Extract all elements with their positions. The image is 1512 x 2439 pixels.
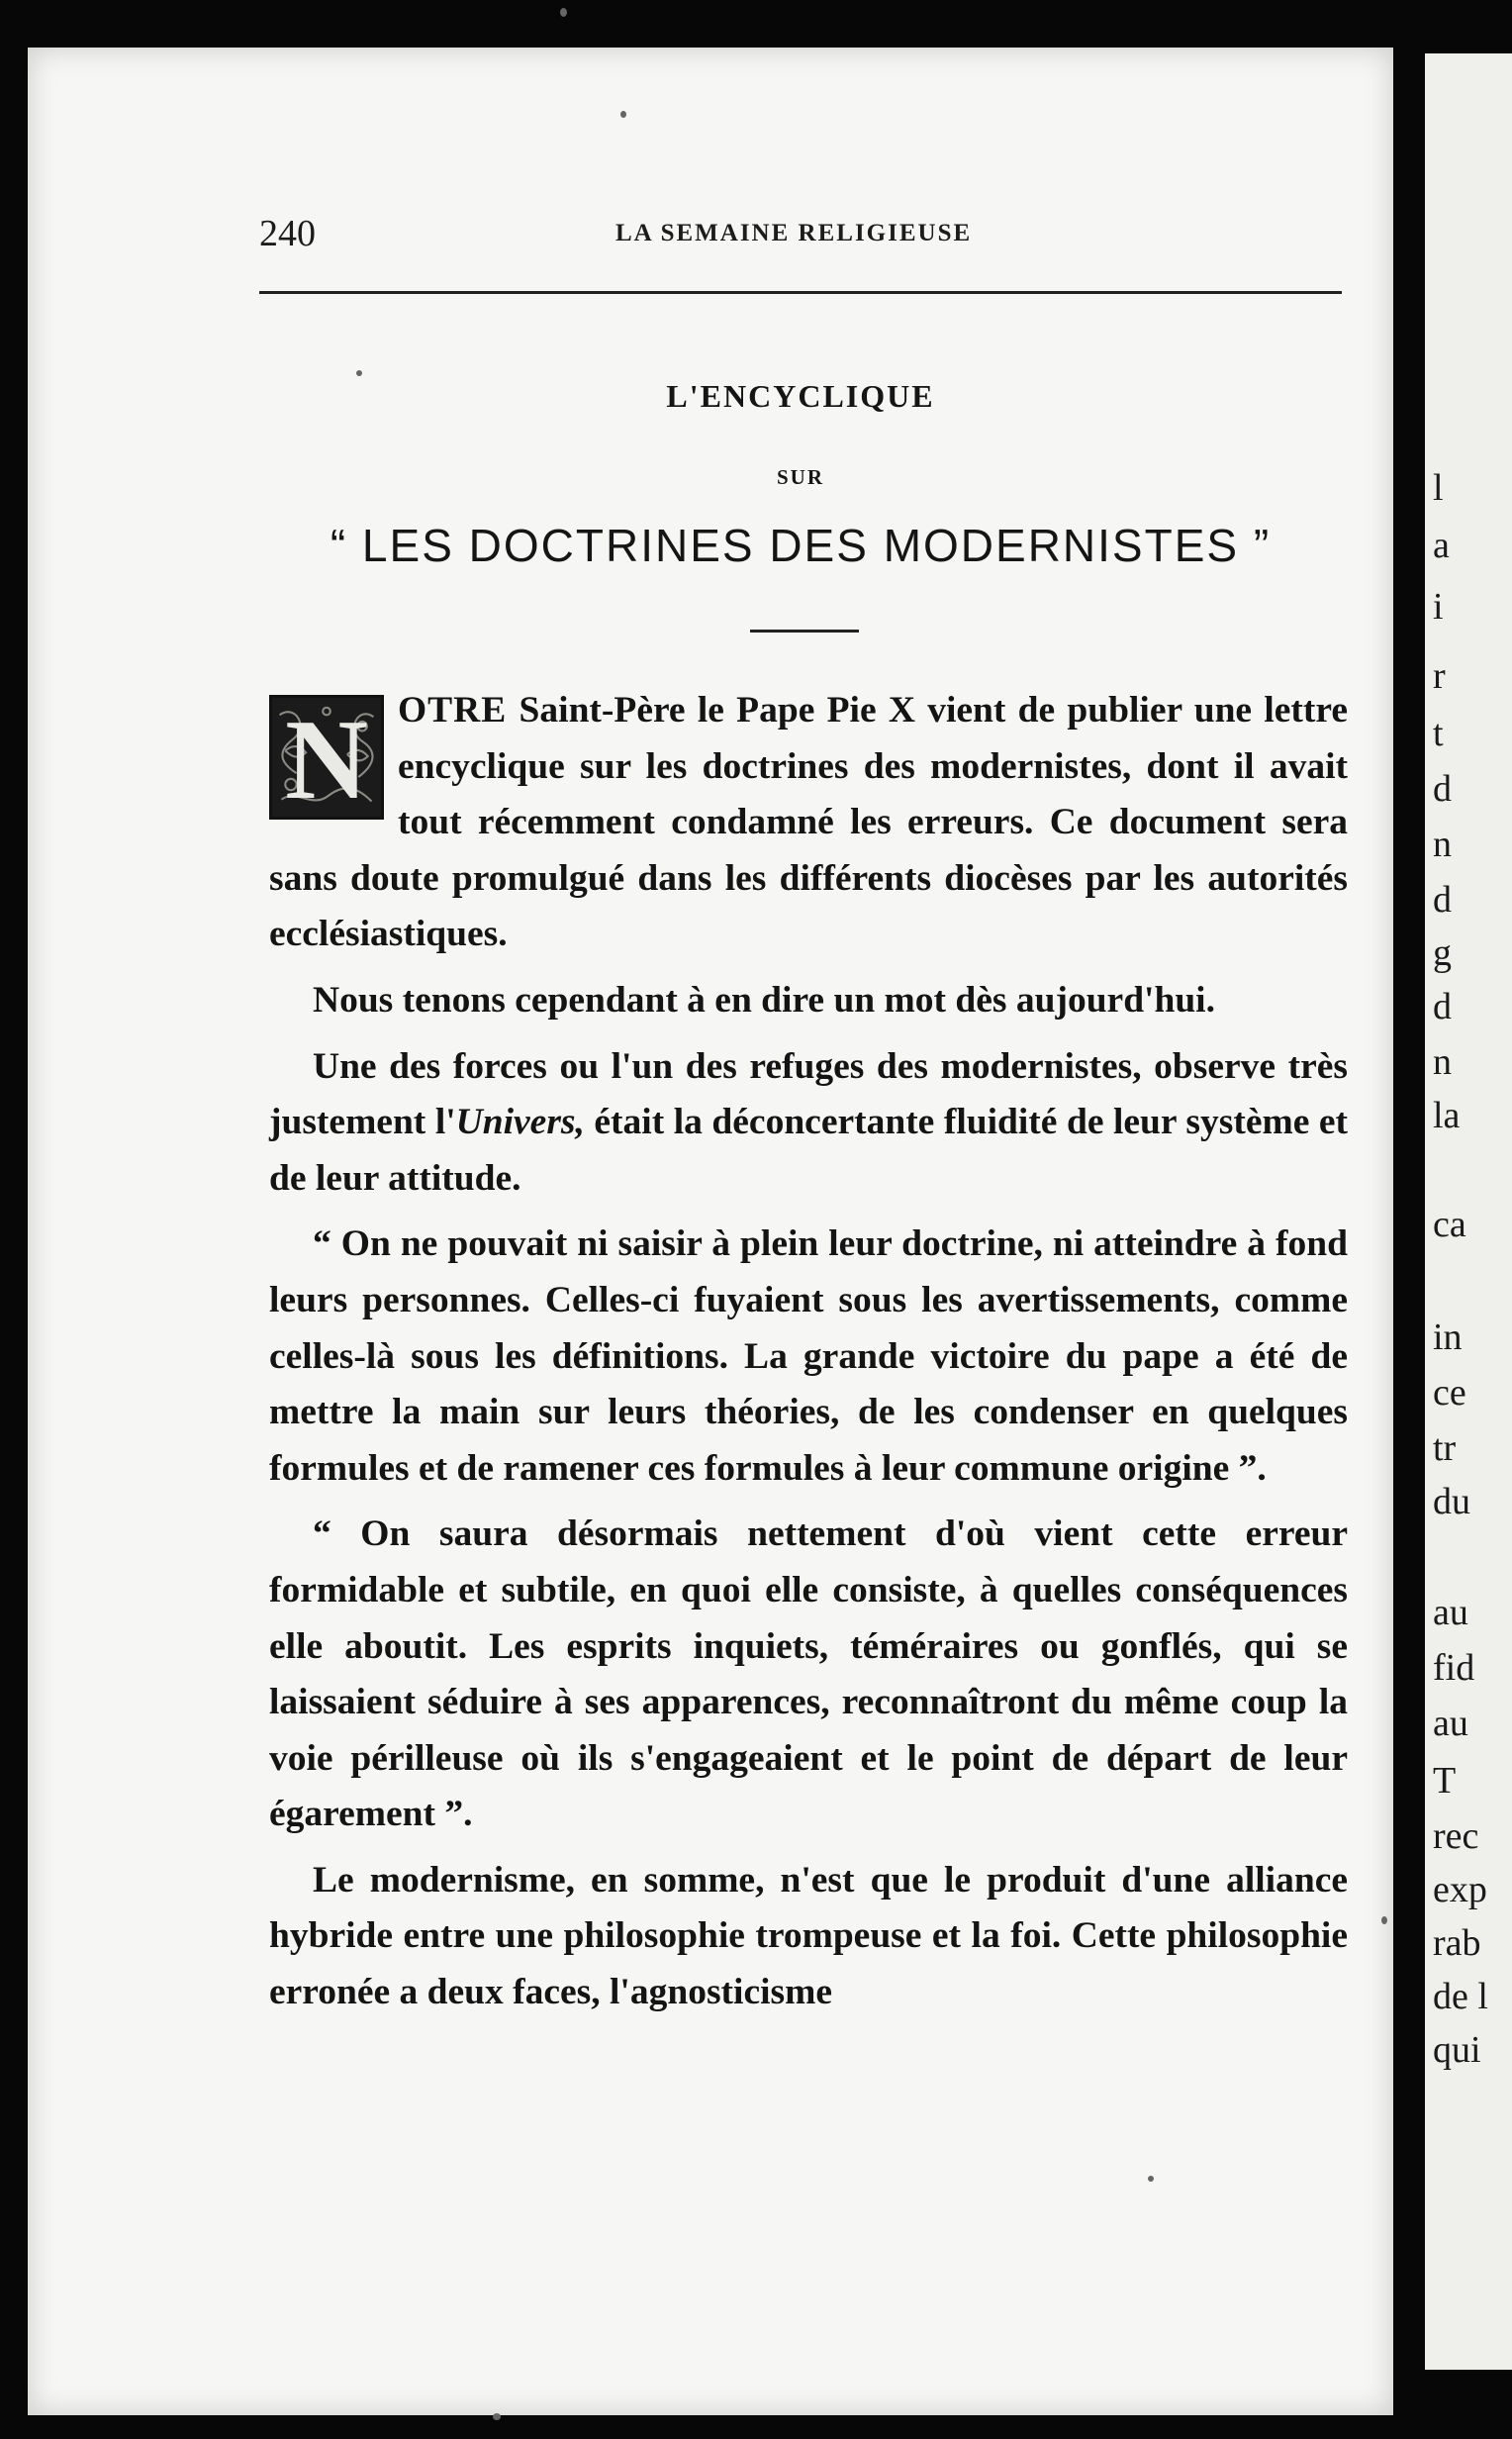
next-page-fragment: rab [1433,1922,1481,1964]
article-subject: “ LES DOCTRINES DES MODERNISTES ” [330,520,1272,571]
scan-dust [356,370,362,376]
article-title: L'ENCYCLIQUE [666,378,935,414]
next-page-fragment: ca [1433,1204,1466,1245]
next-page-fragment: T [1433,1760,1457,1802]
paragraph [269,683,1348,963]
next-page-fragment: la [1433,1095,1461,1136]
article-body [269,683,1348,2031]
article-title-connector: SUR [776,465,824,489]
title-rule [750,630,859,633]
drop-cap-letter: N [285,697,368,820]
header-rule [259,291,1342,294]
next-page-fragment: i [1433,586,1444,628]
next-page-fragment: qui [1433,2029,1481,2071]
paragraph-text: Une des forces ou l'un des refuges des modernistes, observe très justement l' [269,1045,1348,1143]
next-page-fragment: in [1433,1317,1463,1358]
next-page-fragment: t [1433,713,1444,754]
next-page-fragment: g [1433,932,1452,974]
scan-dust [560,8,567,17]
ornamental-drop-cap [269,695,384,820]
paragraph: Le modernisme, en somme, n'est que le produit d'une alliance hybride entre une philosophie trompeuse et la foi. Cette philosophie erronée a deux faces, l'agnosticisme [269,1859,1348,2013]
next-page-fragment: du [1433,1481,1470,1522]
next-page-fragment: n [1433,824,1452,865]
scan-dust [1381,1916,1387,1924]
next-page-fragment: exp [1433,1869,1487,1910]
paragraph [269,1039,1348,1208]
first-word-rest: OTRE [398,690,508,731]
paragraph: Nous tenons cependant à en dire un mot dès aujourd'hui. [313,979,1215,1021]
page-number: 240 [259,213,316,254]
scan-dust [620,111,626,118]
next-page-fragment: l [1433,467,1444,509]
next-page-fragment: rec [1433,1815,1479,1857]
next-page-fragment: d [1433,879,1452,921]
next-page-fragment: tr [1433,1427,1457,1469]
next-page-fragment: d [1433,986,1452,1027]
paragraph-text: était la déconcertante fluidité de leur système et de leur attitude. [269,1102,1349,1199]
quoted-paragraph: “ On ne pouvait ni saisir à plein leur doctrine, ni atteindre à fond leurs personnes. Celles-ci fuyaient sous les avertissements, comme celles-là sous les définitions. La grande victoire du pape a été de mettre la main sur leurs théories, de les condenser en quelques formules et de ramener ces formules à leur commune origine ”. [269,1223,1348,1489]
journal-title: LA SEMAINE RELIGIEUSE [615,220,973,246]
next-page-fragment: de l [1433,1976,1488,2017]
running-head [259,212,1348,255]
next-page-fragment: fid [1433,1647,1475,1689]
next-page-fragment: au [1433,1592,1468,1633]
next-page-edge [1425,53,1512,2370]
paragraph-text: Saint-Père le Pape Pie X vient de publier une lettre encyclique sur les doctrines des modernistes, dont il avait tout récemment condamné les erreurs. Ce document sera sans doute promulgué dans les différents diocèses par les autorités ecclésiastiques. [269,690,1348,955]
next-page-fragment: d [1433,768,1452,810]
scan-dust [493,2413,501,2420]
next-page-fragment: r [1433,655,1446,697]
next-page-fragment: ce [1433,1372,1466,1414]
next-page-fragment: au [1433,1703,1468,1744]
next-page-fragment: a [1433,525,1450,566]
newspaper-title: Univers, [455,1102,585,1143]
next-page-fragment: n [1433,1041,1452,1083]
scan-dust [1148,2176,1154,2182]
quoted-paragraph: “ On saura désormais nettement d'où vient cette erreur formidable et subtile, en quoi elle consiste, à quelles conséquences elle aboutit. Les esprits inquiets, téméraires ou gonflés, qui se laissaient séduire à ses apparences, reconnaîtront du même coup la voie périlleuse où ils s'engageaient et le point de départ de leur égarement ”. [269,1513,1348,1835]
